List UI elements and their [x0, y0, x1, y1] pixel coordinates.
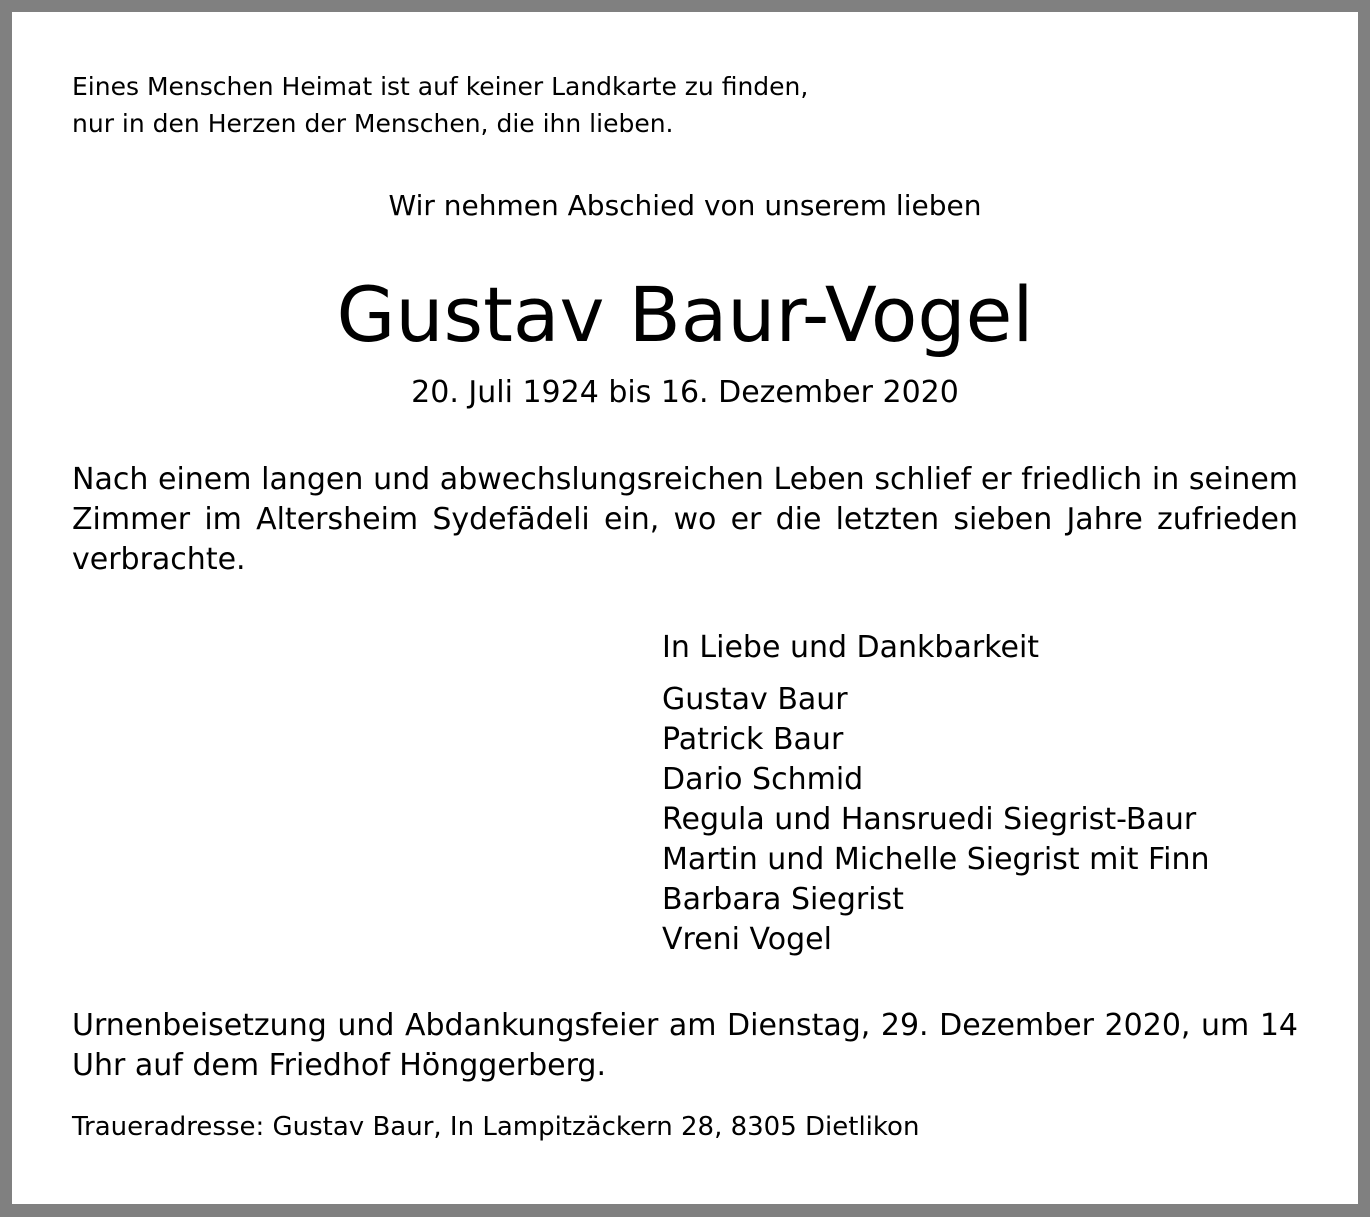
intro-line: Wir nehmen Abschied von unserem lieben	[388, 189, 982, 222]
mourner-name: Barbara Siegrist	[662, 882, 904, 917]
deceased-name: Gustav Baur-Vogel	[336, 270, 1034, 359]
motto-line-2: nur in den Herzen der Menschen, die ihn lieben.	[72, 109, 674, 138]
mourning-address: Traueradresse: Gustav Baur, In Lampitzäckern 28, 8305 Dietlikon	[72, 1112, 920, 1142]
motto-quote	[72, 68, 808, 142]
mourner-name: Martin und Michelle Siegrist mit Finn	[662, 842, 1210, 877]
obituary-page	[12, 12, 1358, 1204]
mourner-name: Gustav Baur	[662, 682, 848, 717]
mourners-list	[662, 680, 1209, 960]
motto-line-1: Eines Menschen Heimat ist auf keiner Landkarte zu finden,	[72, 72, 809, 101]
obituary-text: Nach einem langen und abwechslungsreichen Leben schlief er friedlich in seinem Zimmer im Altersheim Sydefädeli ein, wo er die letzten sieben Jahre zufrieden verbrachte.	[72, 462, 1298, 577]
life-dates: 20. Juli 1924 bis 16. Dezember 2020	[411, 375, 959, 410]
mourner-name: Vreni Vogel	[662, 922, 832, 957]
ceremony-info: Urnenbeisetzung und Abdankungsfeier am Dienstag, 29. Dezember 2020, um 14 Uhr auf dem Friedhof Hönggerberg.	[72, 1008, 1298, 1083]
mourner-name: Regula und Hansruedi Siegrist-Baur	[662, 802, 1197, 837]
signature-block	[662, 628, 1209, 960]
signature-heading: In Liebe und Dankbarkeit	[662, 630, 1040, 665]
mourner-name: Patrick Baur	[662, 722, 844, 757]
mourner-name: Dario Schmid	[662, 762, 864, 797]
